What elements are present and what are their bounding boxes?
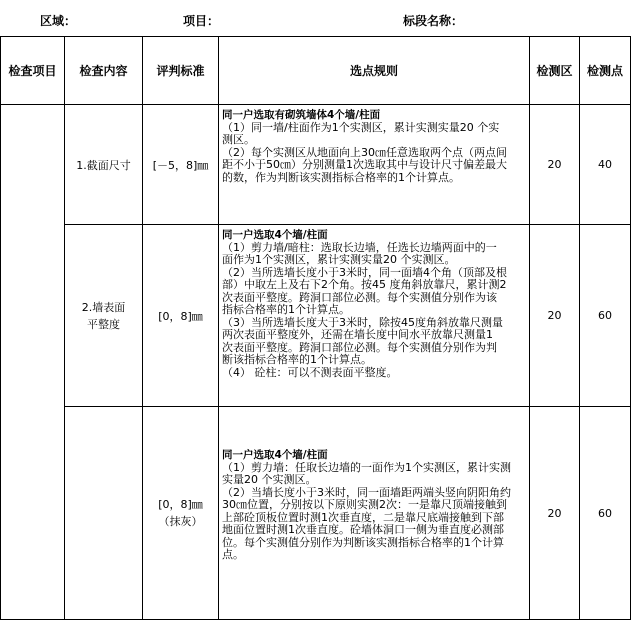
rule-line: 30㎝位置，分别按以下原则实测2次：一是靠尺顶端接触到 (222, 498, 507, 511)
area-cell: 20 (530, 407, 580, 620)
col-header-standard: 评判标准 (143, 37, 219, 105)
rule-heading: 同一户选取有砌筑墙体4个墙/柱面 (222, 109, 381, 121)
rule-line: 位。每个实测值分别作为判断该实测指标合格率的1个计算 (222, 535, 504, 549)
rule-heading: 同一户选取4个墙/柱面 (222, 449, 328, 461)
rule-line: 上部砼顶板位置时测1次垂直度，二是靠尺底端接触到下部 (222, 510, 504, 524)
rule-line: 指标合格率的1个计算点。 (222, 303, 350, 316)
rule-line: 距不小于50㎝）分别测量1次选取其中与设计尺寸偏差最大 (222, 158, 507, 171)
content-cell (65, 407, 143, 620)
content-cell: 1.截面尺寸 (65, 105, 143, 225)
rule-line: 断该指标合格率的1个计算点。 (222, 353, 372, 366)
area-cell: 20 (530, 225, 580, 407)
table-header-row (1, 37, 631, 105)
item-cell (1, 105, 65, 620)
col-header-rule: 选点规则 (219, 37, 530, 105)
rule-line: （2）每个实测区从地面向上30㎝任意选取两个点（两点间 (222, 145, 507, 159)
table-row (1, 225, 631, 407)
col-header-item: 检查项目 (1, 37, 65, 105)
content-line: 2.墙表面 (81, 300, 126, 314)
rule-line: 的数，作为判断该实测指标合格率的1个计算点。 (222, 170, 460, 184)
col-header-points: 检测点 (580, 37, 631, 105)
standard-cell: [－5，8]㎜ (143, 105, 219, 225)
rule-line: （1）同一墙/柱面作为1个实测区，累计实测实量20 个实 (222, 120, 500, 134)
col-header-area: 检测区 (530, 37, 580, 105)
rule-line: （1）剪力墙：任取长边墙的一面作为1个实测区，累计实测 (222, 460, 511, 474)
rule-line: 地面位置时测1次垂直度。砼墙体洞口一侧为垂直度必测部 (222, 523, 504, 536)
rule-heading: 同一户选取4个墙/柱面 (222, 229, 328, 241)
standard-cell (143, 407, 219, 620)
project-label: 项目： (183, 14, 220, 28)
rule-line: 实量20 个实测区。 (222, 473, 317, 486)
section-name-label: 标段名称： (403, 14, 464, 28)
rule-line: （3）当所选墙长度大于3米时，除按45度角斜放靠尺测量 (222, 315, 503, 329)
rule-line: （2）当墙长度小于3米时，同一面墙距两端头竖向阴阳角约 (222, 485, 511, 499)
rule-line: 点。 (222, 548, 244, 561)
points-cell: 60 (580, 225, 631, 407)
col-header-content: 检查内容 (65, 37, 143, 105)
table-row (1, 105, 631, 225)
rule-cell (219, 407, 530, 620)
rule-line: （1）剪力墙/暗柱：选取长边墙，任选长边墙两面中的一 (222, 240, 497, 254)
rule-line: 面作为1个实测区，累计实测实量20 个实测区。 (222, 253, 456, 266)
rule-line: 次表面平整度。跨洞口部位必测。每个实测值分别作为判 (222, 340, 497, 354)
content-line: 平整度 (87, 317, 120, 331)
table-row (1, 407, 631, 620)
area-cell: 20 (530, 105, 580, 225)
rule-line: 两次表面平整度外，还需在墙长度中间水平放靠尺测量1 (222, 328, 493, 341)
region-label: 区域： (40, 14, 77, 28)
standard-cell: [0，8]㎜ (143, 225, 219, 407)
rule-cell (219, 225, 530, 407)
points-cell: 40 (580, 105, 631, 225)
rule-line: 测区。 (222, 133, 255, 146)
standard-line: [0，8]㎜ (158, 498, 203, 511)
rule-cell (219, 105, 530, 225)
header-bar (0, 0, 637, 36)
inspection-table (0, 36, 631, 620)
rule-line: 次表面平整度。跨洞口部位必测。每个实测值分别作为该 (222, 290, 497, 304)
rule-line: 部）中取左上及右下2个角。按45 度角斜放靠尺，累计测2 (222, 278, 507, 291)
rule-line: （4） 砼柱：可以不测表面平整度。 (222, 365, 398, 379)
standard-line: （抹灰） (158, 515, 203, 528)
rule-line: （2）当所选墙长度小于3米时，同一面墙4个角（顶部及根 (222, 265, 507, 279)
points-cell: 60 (580, 407, 631, 620)
content-cell (65, 225, 143, 407)
